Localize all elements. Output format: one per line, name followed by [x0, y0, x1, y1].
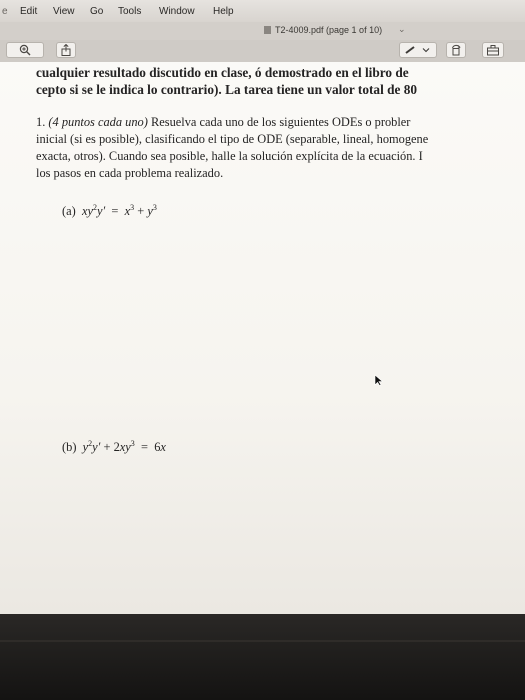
rotate-button[interactable]: [446, 42, 466, 58]
share-icon: [61, 44, 71, 56]
pdf-page: [0, 62, 525, 614]
part-a-label: (a): [62, 204, 76, 218]
menu-item-go[interactable]: Go: [90, 6, 104, 17]
pen-icon: [403, 45, 433, 55]
chevron-down-icon: [423, 49, 429, 52]
intro-line-1: cualquier resultado discutido en clase, ó demostrado en el libro de: [36, 65, 409, 80]
toolbar: [0, 40, 525, 63]
rotate-icon: [450, 44, 462, 56]
menu-item-view[interactable]: View: [53, 6, 75, 17]
toolbox-button[interactable]: [482, 42, 504, 58]
menu-item-help[interactable]: Help: [213, 6, 234, 17]
pdf-document-icon: [264, 26, 271, 34]
menu-item-edit[interactable]: Edit: [20, 6, 38, 17]
problem-1-line-3: exacta, otros). Cuando sea posible, halle la solución explícita de la ecuación. I: [36, 149, 423, 163]
bezel-divider: [0, 640, 525, 642]
problem-1-line-2: inicial (si es posible), clasificando el tipo de ODE (separable, lineal, homogene: [36, 132, 429, 146]
part-a-equation: (a) $xy^2y' = x^3 + y^3$: [62, 203, 157, 218]
part-b-equation: (b) $y^2y' + 2xy^3 = 6x$: [62, 439, 166, 454]
problem-number: 1.: [36, 115, 46, 129]
window-title-text: T2-4009.pdf (page 1 of 10): [275, 25, 383, 35]
menu-item-window[interactable]: Window: [159, 6, 195, 17]
share-button[interactable]: [56, 42, 76, 58]
menu-item-tools[interactable]: Tools: [118, 6, 142, 17]
intro-line-2: cepto si se le indica lo contrario). La tarea tiene un valor total de 80: [36, 82, 418, 97]
menu-partial-item[interactable]: e: [2, 6, 8, 17]
part-b-label: (b): [62, 440, 77, 454]
title-menu-chevron-icon[interactable]: ⌄: [398, 24, 406, 34]
problem-text: Resuelva cada uno de los siguientes ODEs o probler: [150, 115, 411, 129]
window-title-bar: [0, 22, 525, 40]
zoom-in-icon: [19, 44, 31, 56]
screen-bezel: [0, 614, 525, 700]
menu-bar: [0, 0, 525, 22]
toolbox-icon: [487, 45, 500, 56]
problem-points: (4 puntos cada uno): [48, 115, 148, 129]
mouse-pointer-icon: [374, 374, 384, 386]
zoom-in-button[interactable]: [6, 42, 44, 58]
window-title[interactable]: [264, 25, 382, 35]
problem-1-line-1: [36, 115, 410, 130]
problem-1-line-4: los pasos en cada problema realizado.: [36, 166, 224, 180]
markup-button[interactable]: [399, 42, 437, 58]
